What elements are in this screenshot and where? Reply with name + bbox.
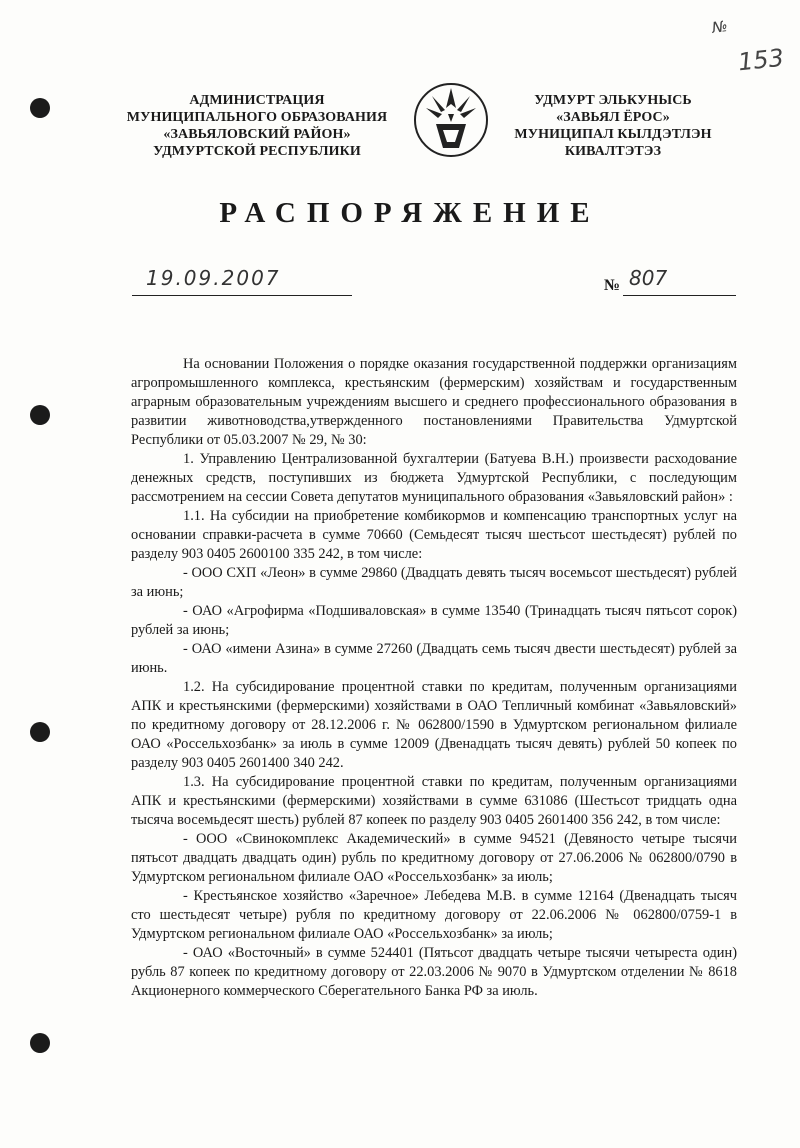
header-right-line: КИВАЛТЭТЭЗ	[564, 144, 662, 159]
district-emblem-icon	[412, 78, 490, 162]
paragraph-subitem: - Крестьянское хозяйство «Заречное» Лебедева М.В. в сумме 12164 (Двенадцать тысяч сто шестьдесят четыре) рубля по кредитному договору от 22.06.2006 № 062800/0759-1 в Удмуртском региональном филиале ОАО «Россельхозбанк» за июль;	[131, 888, 737, 942]
header-left-line: УДМУРТСКОЙ РЕСПУБЛИКИ	[153, 144, 361, 159]
date-field	[132, 268, 352, 296]
handwritten-date: 19.09.2007	[146, 266, 281, 290]
header-left-line: МУНИЦИПАЛЬНОГО ОБРАЗОВАНИЯ	[126, 110, 388, 125]
document-title: РАСПОРЯЖЕНИЕ	[219, 197, 601, 229]
handwritten-page-number: 153	[736, 43, 786, 77]
header-right-udmurt	[498, 92, 728, 160]
header-right-line: УДМУРТ ЭЛЬКУНЫСЬ	[534, 93, 692, 108]
header-left-line: АДМИНИСТРАЦИЯ	[189, 93, 325, 108]
document-body	[131, 355, 737, 1001]
header-right-line: «ЗАВЬЯЛ ЁРОС»	[556, 110, 670, 125]
paragraph-subitem: - ООО «Свинокомплекс Академический» в сумме 94521 (Девяносто четыре тысячи пятьсот двадцать двадцать один) рубль по кредитному договору от 27.06.2006 № 062800/0790 в Удмуртском региональном филиале ОАО «Россельхозбанк» за июль;	[131, 831, 737, 885]
paragraph-item-1-2: 1.2. На субсидирование процентной ставки по кредитам, полученным организациями АПК и крестьянскими (фермерскими) хозяйствами в ОАО Тепличный комбинат «Завьяловский» по кредитному договору от 28.12.2006 г. № 062800/1590 в Удмуртском региональном филиале ОАО «Россельхозбанк» за июль в сумме 12009 (Двенадцать тысяч девять) рублей 50 копеек по разделу 903 0405 2601400 340 242.	[131, 679, 737, 771]
punch-hole-4	[30, 1033, 50, 1053]
header-left-line: «ЗАВЬЯЛОВСКИЙ РАЙОН»	[163, 127, 351, 142]
number-label: №	[604, 277, 621, 294]
paragraph-item-1-3: 1.3. На субсидирование процентной ставки по кредитам, полученным организациями АПК и крестьянскими (фермерскими) хозяйствами в сумме 631086 (Шестьсот тридцать одна тысяча восемьдесят шесть) рублей 87 копеек по разделу 903 0405 2601400 356 242, в том числе:	[131, 774, 737, 828]
paragraph-subitem: - ООО СХП «Леон» в сумме 29860 (Двадцать девять тысяч восемьсот шестьдесят) рублей за июнь;	[131, 565, 737, 600]
header-right-line: МУНИЦИПАЛ КЫЛДЭТЛЭН	[514, 127, 712, 142]
punch-hole-3	[30, 722, 50, 742]
punch-hole-1	[30, 98, 50, 118]
handwritten-corner-mark: №	[710, 17, 729, 37]
header-left-russian	[112, 92, 402, 160]
paragraph-subitem: - ОАО «Восточный» в сумме 524401 (Пятьсот двадцать четыре тысячи четыреста один) рубль 87 копеек по кредитному договору от 22.03.2006 № 9070 в Удмуртском отделении № 8618 Акционерного коммерческого Сберегательного Банка РФ за июль.	[131, 945, 737, 999]
paragraph-preamble: На основании Положения о порядке оказания государственной поддержки организациям агропромышленного комплекса, крестьянским (фермерским) хозяйствам и государственным аграрным образовательным учреждениям высшего и среднего профессионального образования в развитии животноводства,утвержденного постановлениями Правительства Удмуртской Республики от 05.03.2007 № 29, № 30:	[131, 356, 737, 448]
number-field	[623, 268, 736, 296]
paragraph-subitem: - ОАО «Агрофирма «Подшиваловская» в сумме 13540 (Тринадцать тысяч пятьсот сорок) рублей за июнь;	[131, 603, 737, 638]
handwritten-number: 807	[629, 266, 668, 290]
paragraph-item-1: 1. Управлению Централизованной бухгалтерии (Батуева В.Н.) произвести расходование денежных средств, поступивших из бюджета Удмуртской Республики, с последующим рассмотрением на сессии Совета депутатов муниципального образования «Завьяловский район» :	[131, 451, 737, 505]
paragraph-subitem: - ОАО «имени Азина» в сумме 27260 (Двадцать семь тысяч двести шестьдесят) рублей за июнь.	[131, 641, 737, 676]
punch-hole-2	[30, 405, 50, 425]
paragraph-item-1-1: 1.1. На субсидии на приобретение комбикормов и компенсацию транспортных услуг на основании справки-расчета в сумме 70660 (Семьдесят тысяч шестьсот шестьдесят) рублей по разделу 903 0405 2600100 335 242, в том числе:	[131, 508, 737, 562]
